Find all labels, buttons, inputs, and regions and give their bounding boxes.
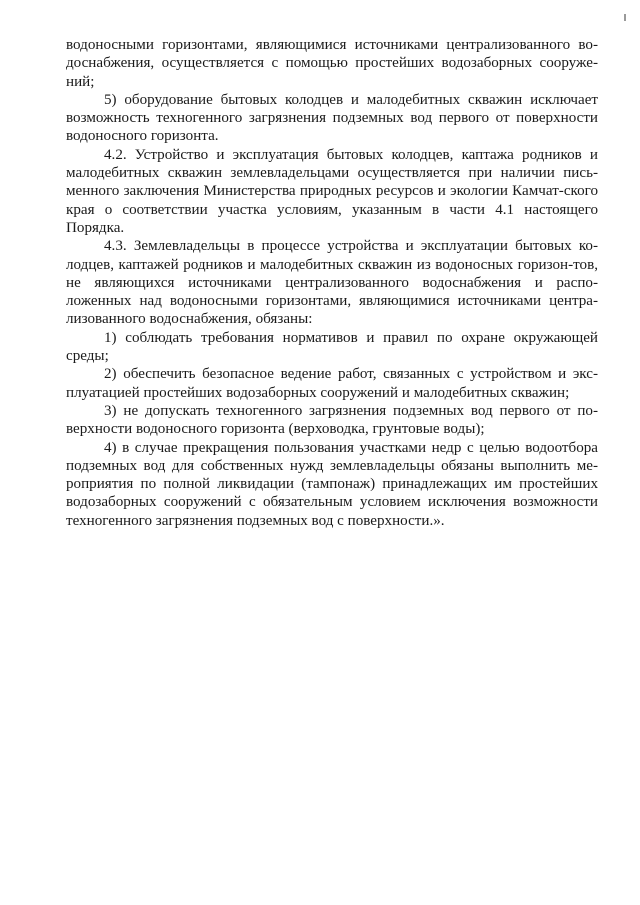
paragraph-item-1: 1) соблюдать требования нормативов и правил по охране окружающей среды; (66, 329, 598, 365)
paragraph-continuation: водоносными горизонтами, являющимися источниками централизованного во-доснабжения, осуществляется с помощью простейших водозаборных сооруже-ний; (66, 37, 598, 90)
document-body (66, 36, 598, 530)
paragraph-item-4: 4) в случае прекращения пользования участками недр с целью водоотбора подземных вод для собственных нужд землевладельцы обязаны выполнить ме-роприятия по полной ликвидации (тампонаж) принадлежащих им простейших водозаборных сооружений с обязательным условием исключения возможности техногенного загрязнения подземных вод с поверхности.». (66, 439, 598, 529)
paragraph-item-2: 2) обеспечить безопасное ведение работ, связанных с устройством и экс-плуатацией простейших водозаборных сооружений и малодебитных скважин; (66, 366, 598, 401)
paragraph-section-4-2: 4.2. Устройство и эксплуатация бытовых колодцев, каптажа родников и малодебитных скважин землевладельцами осуществляется при наличии пись-менного заключения Министерства природных ресурсов и экологии Камчат-ского края о соответствии участка условиям, указанным в части 4.1 настоящего Порядка. (66, 146, 598, 236)
corner-mark (624, 14, 626, 21)
paragraph-item-5: 5) оборудование бытовых колодцев и малодебитных скважин исключает возможность техногенного загрязнения подземных вод первого от поверхности водоносного горизонта. (66, 91, 598, 145)
paragraph-item-3: 3) не допускать техногенного загрязнения подземных вод первого от по-верхности водоносного горизонта (верховодка, грунтовые воды); (66, 402, 598, 438)
paragraph-section-4-3: 4.3. Землевладельцы в процессе устройства и эксплуатации бытовых ко-лодцев, каптажей родников и малодебитных скважин из водоносных горизон-тов, не являющихся источниками централизованного водоснабжения и распо-ложенных над водоносными горизонтами, являющимися источниками центра-лизованного водоснабжения, обязаны: (66, 238, 598, 328)
